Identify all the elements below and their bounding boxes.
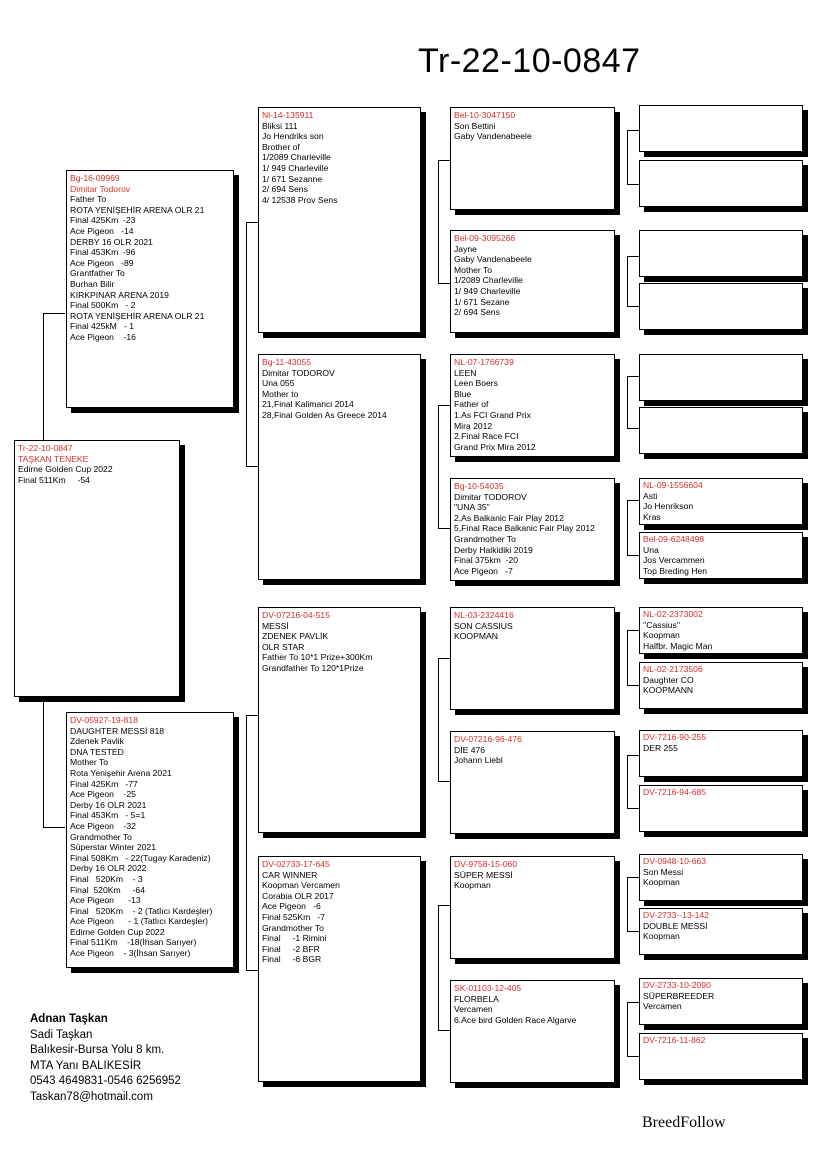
ring-number: SK-01103-12-405 [454,983,522,993]
info-line: Final -1 Rimini [262,933,327,944]
info-line: Gaby Vandenabeele [454,254,532,265]
ring-number: DV-05927-19-818 [70,715,138,725]
info-line: OLR STAR [262,641,305,652]
info-line: 2,As Balkanic Fair Play 2012 [454,512,564,523]
info-line: Final 520Km -64 [70,884,145,895]
pigeon-card-gen4[interactable] [639,478,803,525]
ring-number: DV-2733-10-2090 [643,980,711,990]
pigeon-card-sire-dam[interactable] [258,354,421,580]
info-line: Final 425Km -23 [70,215,136,226]
info-line: Gaby Vandenabeele [454,131,532,142]
info-line: Final 511Km -18(İhsan Sarıyer) [70,937,197,948]
pigeon-card-gen3[interactable] [450,856,615,959]
info-line: Grandmother To [70,831,132,842]
owner-line: Sadi Taşkan [30,1028,93,1041]
info-line: Final 511Km -54 [18,474,90,485]
pigeon-card-gen3[interactable] [450,107,615,210]
info-line: LEEN [454,367,477,378]
info-line: Koopman [643,877,680,888]
info-line: 21,Final Kalimanci 2014 [262,399,354,410]
info-line: Koopman [643,931,680,942]
pigeon-card-gen4[interactable] [639,607,803,654]
pigeon-card-gen4[interactable] [639,354,803,401]
info-line: Derby 16 OLR 2021 [70,799,147,810]
info-line: Jos Vercammen [643,555,705,566]
pigeon-card-dam[interactable] [66,712,234,968]
info-line: Father To 10*1 Prize+300Km [262,652,373,663]
info-line: 6.Ace bird Golden Race Algarve [454,1014,577,1025]
ring-number: DV-02733-17-645 [262,859,330,869]
pigeon-card-sire[interactable] [66,170,234,408]
info-line: Father of [454,399,489,410]
info-line: Final 453Km -96 [70,247,136,258]
pigeon-card-gen4[interactable] [639,662,803,709]
info-line: ''Cassius'' [643,619,681,630]
info-line: Final 520Km - 2 (Tatlıcı Kardeşler) [70,905,213,916]
info-line: SON CASSIUS [454,620,513,631]
info-line: Derby Halkidiki 2019 [454,544,533,555]
info-line: Final 425kM - 1 [70,321,134,332]
pigeon-card-gen4[interactable] [639,730,803,777]
info-line: DNA TESTED [70,746,124,757]
info-line: 1.As FCI Grand Prix [454,409,531,420]
info-line: Mother To [454,264,493,275]
info-line: MESSİ [262,620,289,631]
owner-email: Taskan78@hotmail.com [30,1090,153,1103]
info-line: Mother to [262,388,299,399]
ring-number: Bg-16-09969 [70,173,120,183]
info-line: DERBY 16 OLR 2021 [70,236,153,247]
info-line: CAR WINNER [262,869,318,880]
info-line: Zdenek Pavlik [70,736,124,747]
info-line: Final 500Km - 2 [70,300,136,311]
info-line: Süperstar Winter 2021 [70,842,156,853]
info-line: FLORBELA [454,993,499,1004]
info-line: ZDENEK PAVLİK [262,631,329,642]
info-line: 1/ 949 Charleville [262,162,329,173]
pigeon-card-dam-dam[interactable] [258,856,421,1082]
info-line: Son Messi [643,866,684,877]
ring-number: NL-02-2173506 [643,664,703,674]
info-line: Corabia OLR 2017 [262,890,334,901]
info-line: ROTA YENİŞEHİR ARENA OLR 21 [70,204,205,215]
pigeon-card-gen3[interactable] [450,478,615,581]
info-line: Dimitar TODOROV [262,367,335,378]
info-line: Rota Yenişehir Arena 2021 [70,767,172,778]
owner-line: Balıkesir-Bursa Yolu 8 km. [30,1044,165,1056]
pigeon-card-gen4[interactable] [639,908,803,955]
ring-number: NL-02-2373002 [643,609,703,619]
info-line: Ace Pigeon -25 [70,789,136,800]
pigeon-card-gen4[interactable] [639,230,803,277]
brand-logo: BreedFollow [642,1114,726,1131]
info-line: 2/ 694 Sens [454,307,500,318]
pigeon-card-gen3[interactable] [450,607,615,710]
info-line: Final 508Km - 22(Tugay Karadeniz) [70,852,211,863]
info-line: Bliksi 111 [262,120,298,131]
info-line: Una [643,544,659,555]
info-line: Vercamen [643,1001,682,1012]
info-line: KIRKPINAR ARENA 2019 [70,289,169,300]
info-line: KOOPMANN [643,685,694,696]
info-line: DİE 476 [454,744,486,755]
info-line: 1/ 949 Charleville [454,285,521,296]
info-line: Grantfather To [70,268,125,279]
pigeon-card-gen4[interactable] [639,785,803,832]
info-line: Ace Pigeon -13 [70,895,141,906]
info-line: Blue [454,388,472,399]
info-line: Grandmother To [262,922,324,933]
info-line: Ace Pigeon - 1 (Tatlıcı Kardeşler) [70,916,209,927]
pigeon-card-gen3[interactable] [450,980,615,1083]
ring-number: DV-0948-10-663 [643,856,707,866]
pigeon-card-sire-sire[interactable] [258,107,421,333]
ring-number: DV-9758-15-060 [454,859,518,869]
info-line: Ace Pigeon -14 [70,225,134,236]
info-line: SÜPER MESSİ [454,869,513,880]
info-line: Burhan Bilir [70,278,115,289]
ring-number: Nl-14-135911 [262,110,314,120]
ring-number: DV-7216-11-862 [643,1035,706,1045]
pigeon-card-subject[interactable] [14,440,180,697]
info-line: DOUBLE MESSİ [643,920,708,931]
pigeon-card-gen4[interactable] [639,854,803,901]
info-line: 1/2089 Charleville [262,152,331,163]
ring-number: NL-09-1556604 [643,480,703,490]
pedigree-ring-title: Tr-22-10-0847 [418,42,641,80]
info-line: 4/ 12538 Prov Sens [262,194,338,205]
info-line: KOOPMAN [454,631,498,642]
pigeon-card-gen4[interactable] [639,283,803,330]
info-line: Final 375km -20 [454,555,519,566]
info-line: Leen Boers [454,378,498,389]
info-line: 1/ 671 Sezane [454,296,510,307]
ring-number: Tr-22-10-0847 [18,443,73,453]
info-line: 1/2089 Charleville [454,275,523,286]
ring-number: NL-03-2324416 [454,610,514,620]
info-line: Edirne Golden Cup 2022 [18,464,113,475]
info-line: 2/ 694 Sens [262,184,308,195]
info-line: Grand Prix Mira 2012 [454,441,536,452]
info-line: Ace Pigeon -16 [70,331,136,342]
info-line: Ace Pigeon -32 [70,820,136,831]
info-line: Grandmother To [454,533,516,544]
info-line: Mira 2012 [454,420,493,431]
breeder-name: Dimitar Todorov [70,183,131,194]
pigeon-card-gen4[interactable] [639,1033,803,1080]
info-line: DER 255 [643,742,678,753]
info-line: Asti [643,490,658,501]
info-line: DAUGHTER MESSİ 818 [70,725,165,736]
info-line: Koopman [643,630,680,641]
ring-number: DV-07216-04-515 [262,610,330,620]
info-line: Ace Pigeon -89 [70,257,134,268]
pigeon-card-dam-sire[interactable] [258,607,421,833]
info-line: Jo Hendriks son [262,131,324,142]
owner-phone: 0543 4649831-0546 6256952 [30,1075,181,1087]
info-line: Ace Pigeon - 3(İhsan Sarıyer) [70,948,191,959]
info-line: Final 525Km -7 [262,911,326,922]
ring-number: Bel-09-3095266 [454,233,516,243]
info-line: Son Bettini [454,120,496,131]
info-line: Father To [70,194,107,205]
owner-line: MTA Yanı BALIKESİR [30,1059,142,1072]
info-line: 2.Final Race FCI [454,431,519,442]
info-line: Johann Liebl [454,755,503,766]
ring-number: Bel-10-3047150 [454,110,516,120]
info-line: Final -2 BFR [262,943,320,954]
info-line: Final 453Km - 5=1 [70,810,146,821]
info-line: Final -6 BGR [262,954,322,965]
pigeon-card-gen3[interactable] [450,354,615,457]
info-line: Ace Pigeon -6 [262,901,321,912]
info-line: Daughter CO [643,674,694,685]
info-line: Kras [643,511,661,522]
pigeon-card-gen4[interactable] [639,532,803,579]
pigeon-card-gen4[interactable] [639,407,803,454]
pigeon-card-gen3[interactable] [450,230,615,333]
info-line: Una 055 [262,378,295,389]
owner-info [30,1012,181,1105]
pigeon-card-gen4[interactable] [639,105,803,152]
pigeon-card-gen4[interactable] [639,160,803,207]
info-line: 5,Final Race Balkanic Fair Play 2012 [454,523,595,534]
ring-number: DV-7216-94-685 [643,787,707,797]
ring-number: DV-07216-96-476 [454,734,522,744]
pigeon-card-gen3[interactable] [450,731,615,834]
info-line: "UNA 35" [454,502,490,513]
ring-number: DV-7216-90-255 [643,732,707,742]
ring-number: Bel-09-6248498 [643,534,705,544]
info-line: Koopman [454,880,491,891]
ring-number: Bg-10-54035 [454,481,504,491]
info-line: Mother To [70,757,109,768]
info-line: Top Breding Hen [643,565,708,576]
pigeon-card-gen4[interactable] [639,978,803,1025]
info-line: SÜPERBREEDER [643,990,715,1001]
info-line: Ace Pigeon -7 [454,565,513,576]
ring-number: DV-2733--13-142 [643,910,709,920]
info-line: Halfbr. Magic Man [643,640,713,651]
info-line: Final 425Km -77 [70,778,138,789]
ring-number: NL-07-1766739 [454,357,514,367]
info-line: Vercamen [454,1004,493,1015]
info-line: Grandfather To 120*1Prize [262,662,364,673]
info-line: ROTA YENİŞEHİR ARENA OLR 21 [70,310,205,321]
info-line: Edirne Golden Cup 2022 [70,926,165,937]
info-line: 28,Final Golden As Greece 2014 [262,409,387,420]
info-line: Final 520Km - 3 [70,873,143,884]
pigeon-name: TAŞKAN TENEKE [18,453,89,464]
ring-number: Bg-11-43055 [262,357,312,367]
info-line: Dimitar TODOROV [454,491,527,502]
info-line: Koopman Vercamen [262,880,340,891]
owner-name: Adnan Taşkan [30,1013,108,1025]
info-line: Derby 16 OLR 2022 [70,863,147,874]
info-line: Brother of [262,141,300,152]
info-line: Jo Henrikson [643,501,694,512]
info-line: Jayne [454,243,477,254]
info-line: 1/ 671 Sezanne [262,173,323,184]
